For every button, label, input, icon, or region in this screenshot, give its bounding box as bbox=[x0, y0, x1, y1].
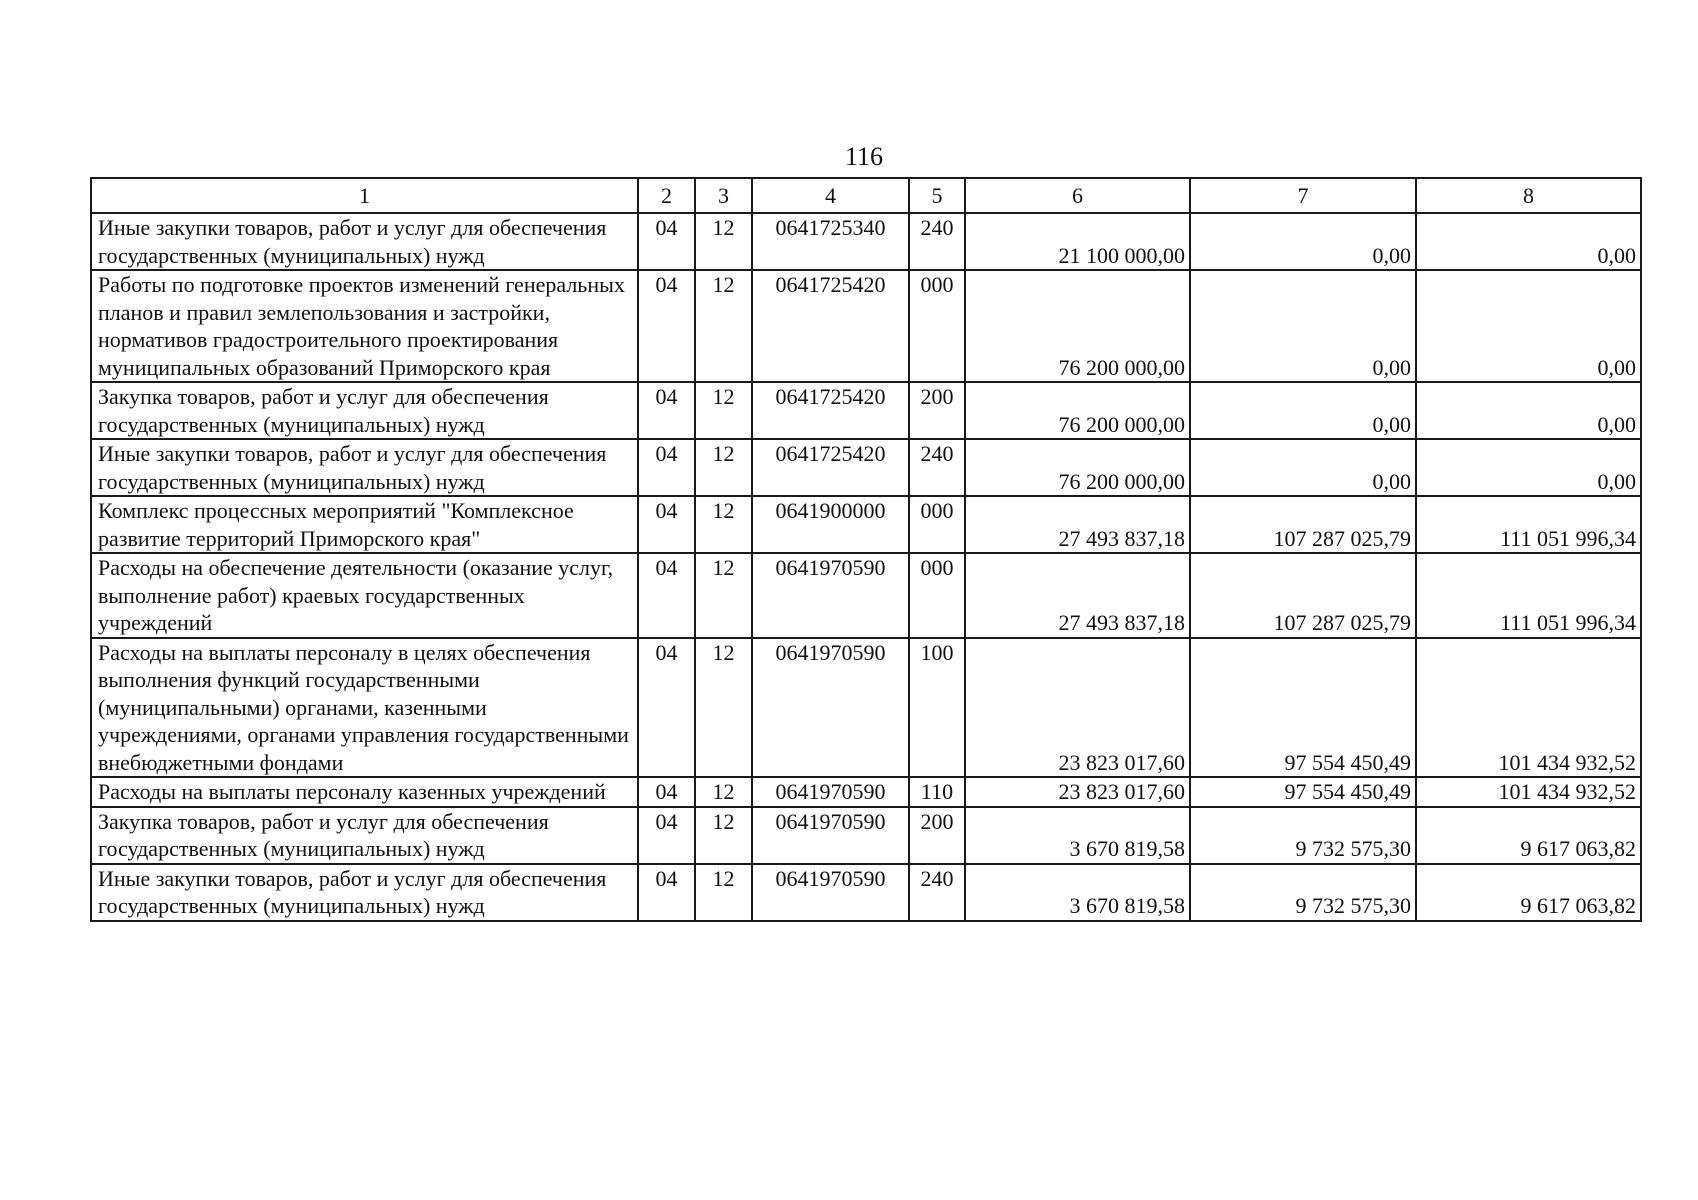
row-name: Иные закупки товаров, работ и услуг для обеспечения государственных (муниципальных) нужд bbox=[91, 864, 638, 921]
row-amount-2: 97 554 450,49 bbox=[1190, 638, 1416, 778]
row-amount-3: 9 617 063,82 bbox=[1416, 864, 1641, 921]
row-name: Расходы на выплаты персоналу в целях обеспечения выполнения функций государственными (муниципальными) органами, казенными учреждениями, органами управления государственными внебюджетными фондами bbox=[91, 638, 638, 778]
row-subsection: 12 bbox=[695, 439, 752, 496]
row-target-code: 0641725340 bbox=[752, 213, 909, 270]
table-row bbox=[91, 270, 1641, 382]
row-amount-3: 111 051 996,34 bbox=[1416, 553, 1641, 638]
row-amount-2: 0,00 bbox=[1190, 382, 1416, 439]
row-amount-3: 101 434 932,52 bbox=[1416, 777, 1641, 807]
row-amount-1: 21 100 000,00 bbox=[965, 213, 1190, 270]
row-amount-3: 0,00 bbox=[1416, 439, 1641, 496]
row-expense-type: 240 bbox=[909, 864, 965, 921]
column-header-6: 6 bbox=[965, 178, 1190, 213]
row-amount-1: 76 200 000,00 bbox=[965, 439, 1190, 496]
row-amount-1: 3 670 819,58 bbox=[965, 807, 1190, 864]
column-header-4: 4 bbox=[752, 178, 909, 213]
row-amount-1: 23 823 017,60 bbox=[965, 638, 1190, 778]
row-amount-2: 107 287 025,79 bbox=[1190, 496, 1416, 553]
row-name: Расходы на обеспечение деятельности (оказание услуг, выполнение работ) краевых государственных учреждений bbox=[91, 553, 638, 638]
row-subsection: 12 bbox=[695, 864, 752, 921]
row-expense-type: 110 bbox=[909, 777, 965, 807]
budget-table bbox=[90, 177, 1642, 922]
row-name: Расходы на выплаты персоналу казенных учреждений bbox=[91, 777, 638, 807]
column-header-5: 5 bbox=[909, 178, 965, 213]
column-header-1: 1 bbox=[91, 178, 638, 213]
row-section: 04 bbox=[638, 496, 695, 553]
row-name: Закупка товаров, работ и услуг для обеспечения государственных (муниципальных) нужд bbox=[91, 807, 638, 864]
row-amount-1: 27 493 837,18 bbox=[965, 496, 1190, 553]
row-amount-3: 0,00 bbox=[1416, 213, 1641, 270]
row-section: 04 bbox=[638, 864, 695, 921]
table-row bbox=[91, 807, 1641, 864]
table-row bbox=[91, 553, 1641, 638]
row-amount-2: 97 554 450,49 bbox=[1190, 777, 1416, 807]
row-expense-type: 000 bbox=[909, 496, 965, 553]
row-expense-type: 240 bbox=[909, 439, 965, 496]
table-row bbox=[91, 496, 1641, 553]
row-amount-2: 9 732 575,30 bbox=[1190, 807, 1416, 864]
row-amount-2: 0,00 bbox=[1190, 270, 1416, 382]
row-amount-2: 107 287 025,79 bbox=[1190, 553, 1416, 638]
table-row bbox=[91, 638, 1641, 778]
row-amount-3: 0,00 bbox=[1416, 270, 1641, 382]
row-subsection: 12 bbox=[695, 638, 752, 778]
row-amount-1: 76 200 000,00 bbox=[965, 382, 1190, 439]
column-header-8: 8 bbox=[1416, 178, 1641, 213]
table-row bbox=[91, 777, 1641, 807]
row-target-code: 0641970590 bbox=[752, 638, 909, 778]
row-expense-type: 240 bbox=[909, 213, 965, 270]
row-target-code: 0641970590 bbox=[752, 864, 909, 921]
row-subsection: 12 bbox=[695, 553, 752, 638]
row-expense-type: 100 bbox=[909, 638, 965, 778]
row-target-code: 0641725420 bbox=[752, 382, 909, 439]
column-header-7: 7 bbox=[1190, 178, 1416, 213]
table-row bbox=[91, 439, 1641, 496]
row-subsection: 12 bbox=[695, 777, 752, 807]
row-name: Иные закупки товаров, работ и услуг для обеспечения государственных (муниципальных) нужд bbox=[91, 213, 638, 270]
row-subsection: 12 bbox=[695, 213, 752, 270]
row-expense-type: 000 bbox=[909, 270, 965, 382]
row-section: 04 bbox=[638, 777, 695, 807]
row-amount-2: 0,00 bbox=[1190, 439, 1416, 496]
row-amount-2: 9 732 575,30 bbox=[1190, 864, 1416, 921]
column-header-3: 3 bbox=[695, 178, 752, 213]
row-amount-2: 0,00 bbox=[1190, 213, 1416, 270]
row-section: 04 bbox=[638, 553, 695, 638]
row-subsection: 12 bbox=[695, 807, 752, 864]
row-subsection: 12 bbox=[695, 496, 752, 553]
column-header-2: 2 bbox=[638, 178, 695, 213]
row-name: Иные закупки товаров, работ и услуг для обеспечения государственных (муниципальных) нужд bbox=[91, 439, 638, 496]
row-amount-3: 0,00 bbox=[1416, 382, 1641, 439]
table-row bbox=[91, 213, 1641, 270]
row-target-code: 0641970590 bbox=[752, 777, 909, 807]
row-amount-3: 111 051 996,34 bbox=[1416, 496, 1641, 553]
row-section: 04 bbox=[638, 382, 695, 439]
row-target-code: 0641970590 bbox=[752, 807, 909, 864]
row-section: 04 bbox=[638, 807, 695, 864]
row-amount-1: 76 200 000,00 bbox=[965, 270, 1190, 382]
row-section: 04 bbox=[638, 270, 695, 382]
row-amount-1: 23 823 017,60 bbox=[965, 777, 1190, 807]
row-target-code: 0641970590 bbox=[752, 553, 909, 638]
row-amount-3: 9 617 063,82 bbox=[1416, 807, 1641, 864]
row-expense-type: 000 bbox=[909, 553, 965, 638]
row-section: 04 bbox=[638, 213, 695, 270]
row-name: Работы по подготовке проектов изменений генеральных планов и правил землепользования и застройки, нормативов градостроительного проектирования муниципальных образований Приморского края bbox=[91, 270, 638, 382]
row-expense-type: 200 bbox=[909, 382, 965, 439]
row-name: Закупка товаров, работ и услуг для обеспечения государственных (муниципальных) нужд bbox=[91, 382, 638, 439]
table-header-row bbox=[91, 178, 1641, 213]
row-name: Комплекс процессных мероприятий "Комплексное развитие территорий Приморского края" bbox=[91, 496, 638, 553]
row-amount-3: 101 434 932,52 bbox=[1416, 638, 1641, 778]
row-section: 04 bbox=[638, 439, 695, 496]
row-target-code: 0641900000 bbox=[752, 496, 909, 553]
row-subsection: 12 bbox=[695, 270, 752, 382]
row-expense-type: 200 bbox=[909, 807, 965, 864]
page-number: 116 bbox=[844, 142, 884, 171]
row-target-code: 0641725420 bbox=[752, 439, 909, 496]
row-section: 04 bbox=[638, 638, 695, 778]
row-subsection: 12 bbox=[695, 382, 752, 439]
row-target-code: 0641725420 bbox=[752, 270, 909, 382]
row-amount-1: 27 493 837,18 bbox=[965, 553, 1190, 638]
row-amount-1: 3 670 819,58 bbox=[965, 864, 1190, 921]
table-row bbox=[91, 382, 1641, 439]
table-row bbox=[91, 864, 1641, 921]
